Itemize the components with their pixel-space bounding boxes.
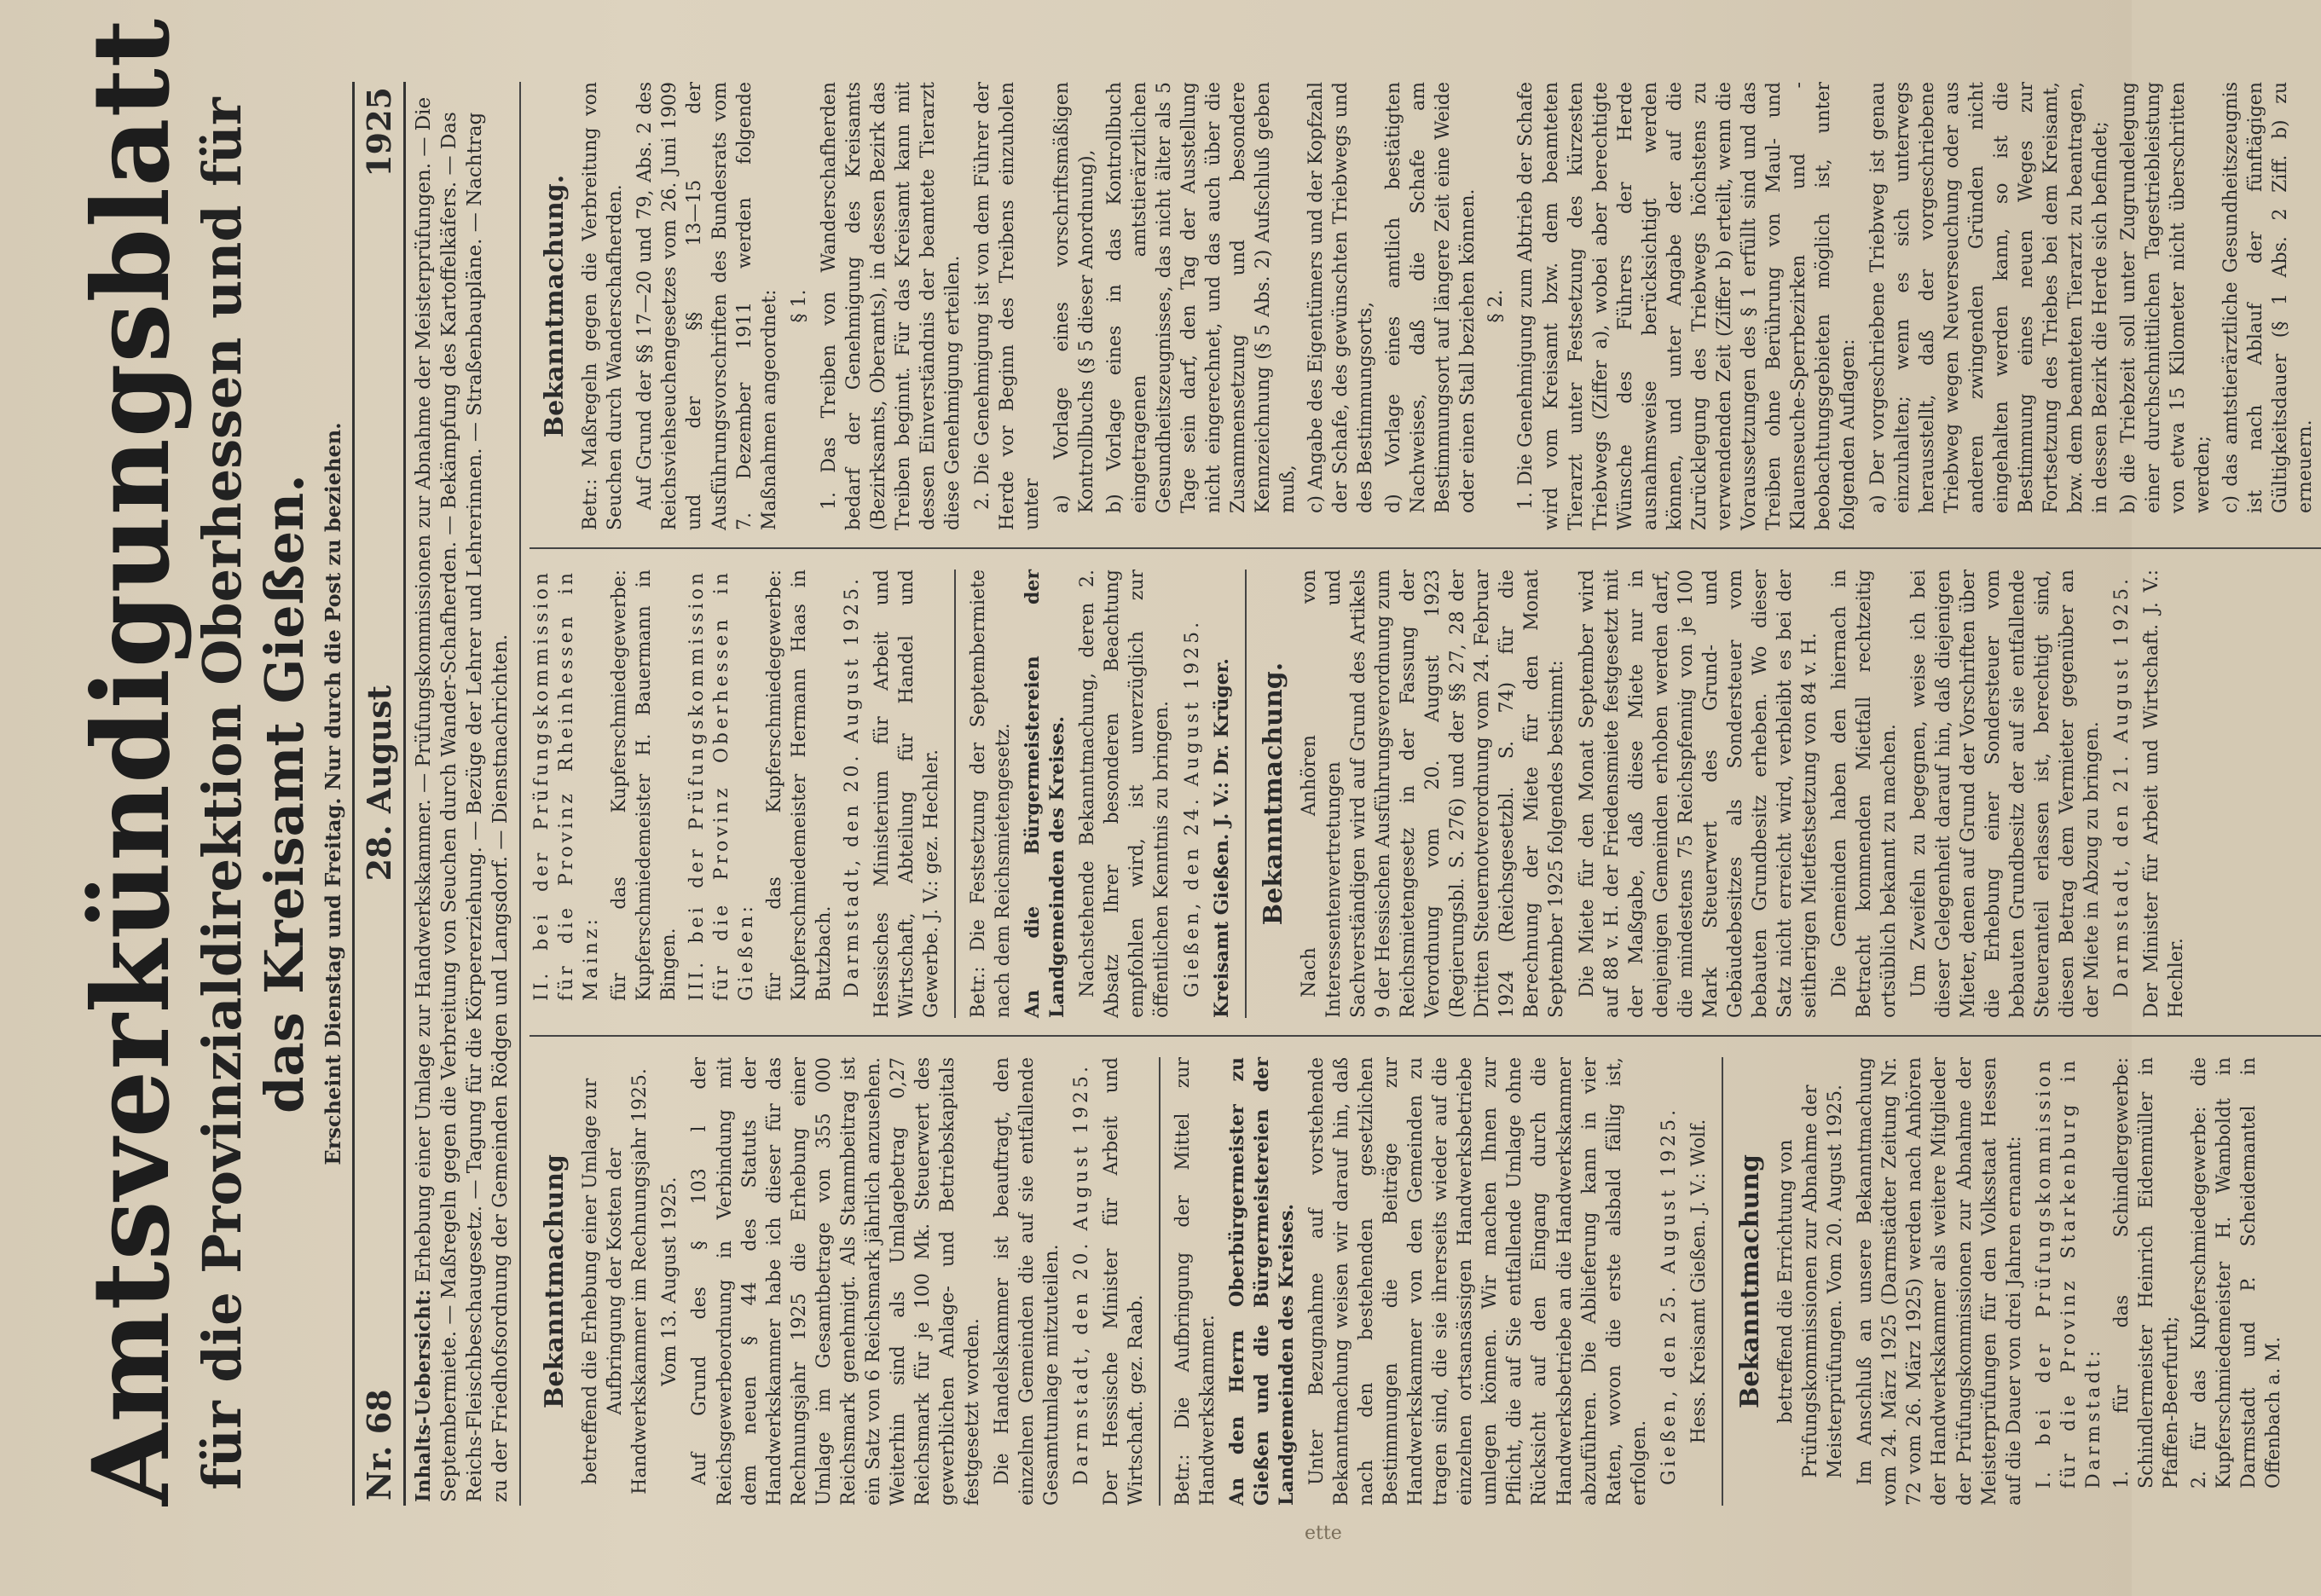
column-2 [530,570,2321,1037]
list-item: c) Angabe des Eigentümers und der Kopfzahl der Schafe, des gewünschten Triebwegs und des Bestimmungsorts, [1305,82,1377,513]
toc-label: Inhalts-Uebersicht: [412,1288,436,1502]
article-paragraph: Auf Grund des § 103 l der Reichsgewerbeordnung in Verbindung mit dem neuen § 44 des Statuts der Handwerkskammer habe ich dieser für das Rechnungsjahr 1925 die Erhebung einer Umlage im Gesamtbetrage von 355 000 Reichsmark genehmigt. Als Stammbeitrag ist ein Satz von 6 Reichsmark jährlich anzusehen. Weiterhin sind als Umlagebetrag 0,27 Reichsmark für je 100 Mk. Steuerwert des gewerblichen Anlage- und Betriebskapitals festgesetzt worden. [689,1057,983,1506]
list-item: für das Kupferschmiedegewerbe: Kupferschmiedemeister H. Bauermann in Bingen. [608,570,680,1001]
divider [1159,1057,1160,1506]
list-item: a) Vorlage eines vorschriftsmäßigen Kontrollbuchs (§ 5 dieser Anordnung), [1051,82,1097,513]
article-subject: Betr.: Maßregeln gegen die Verbreitung von Seuchen durch Wanderschafherden. [580,82,627,530]
article-place-date: Gießen, den 24. August 1925. [1181,618,1203,998]
table-of-contents [406,82,521,1506]
article-paragraph: Unter Bezugnahme auf vorstehende Bekanntmachung weisen wir darauf hin, daß nach den bestehenden gesetzlichen Bestimmungen die Beiträge zur Handwerkskammer von den Gemeinden zu tragen sind, die sie ihrerseits wieder auf die einzelnen ortsansässigen Handwerksbetriebe umlegen können. Wir machen Ihnen zur Pflicht, die auf Sie entfallende Umlage ohne Rücksicht auf den Eingang durch die Handwerksbetriebe an die Handwerkskammer abzuführen. Die Ablieferung kann in vier Raten, wovon die erste alsbald fällig ist, erfolgen. [1306,1057,1650,1506]
issue-bar [352,82,406,1506]
article-paragraph: Die Miete für den Monat September wird auf 88 v. H. der Friedensmiete festgesetzt mit der Maßgabe, daß diese Miete nur in denjenigen Gemeinden erhoben werden darf, die mindestens 75 Reichspfennig von je 100 Mark Steuerwert des Grund- und Gebäudebesitzes als Sondersteuer vom bebauten Grundbesitz erheben. Wo dieser Satz nicht erreicht wird, verbleibt es bei der seitherigen Mietfestsetzung von 84 v. H. [1576,570,1820,1018]
article-heading: Bekanntmachung [539,1154,570,1409]
list-item: I. bei der Prüfungskommission für die Provinz Starkenburg in Darmstadt: [2033,1057,2104,1489]
article-signature: Hessisches Ministerium für Arbeit und Wirtschaft, Abteilung für Handel und Gewerbe. J. V.: gez. Hechler. [871,570,943,1018]
column-3 [530,82,2321,549]
article-place-date: Gießen, den 25. August 1925. [1658,1106,1680,1485]
list-item: II. bei der Prüfungskommission für die Provinz Rheinhessen in Mainz: [530,570,602,1001]
article-signature: Kreisamt Gießen. J. V.: Dr. Krüger. [1210,658,1233,1018]
list-item: III. bei der Prüfungskommission für die Provinz Oberhessen in Gießen: [686,570,757,1001]
article-paragraph: Im Anschluß an unsere Bekanntmachung vom 24. März 1925 (Darmstädter Zeitung Nr. 72 vom 26. März 1925) werden nach Anhören der Handwerkskammer als weitere Mitglieder der Prüfungskommissionen zur Abnahme der Meisterprüfungen für den Volksstaat Hessen auf die Dauer von drei Jahren ernannt: [1855,1057,2025,1506]
article-paragraph: Nach Anhören von Interessentenvertretungen und Sachverständigen wird auf Grund des Artikels 9 der Hessischen Ausführungsverordnung zum Reichsmietengesetz in der Fassung der Verordnung vom 20. August 1923 (Regierungsbl. S. 276) und der §§ 27, 28 der Dritten Steuernotverordnung vom 24. Februar 1924 (Reichsgesetzbl. S. 74) für die Berechnung der Miete für den Monat September 1925 folgendes bestimmt: [1299,570,1568,1018]
newspaper-sheet [34,17,2317,1565]
article-date: Vom 13. August 1925. [659,1177,681,1386]
list-item: a) Der vorgeschriebene Triebweg ist genau einzuhalten; wenn es sich unterwegs herausstellt, daß der vorgeschriebene Triebweg wegen Neuverseuchung oder aus anderen zwingenden Gründen nicht eingehalten werden kann, so ist die Bestimmung eines neuen Weges zur Fortsetzung des Triebes bei dem Kreisamt, bzw. dem beamteten Tierarzt zu beantragen, in dessen Bezirk die Herde sich befindet; [1867,82,2112,513]
list-item: b) die Triebzeit soll unter Zugrundelegung einer durchschnittlichen Tagestriebleistung von etwa 15 Kilometer nicht überschritten werden; [2118,82,2214,513]
article-signature: Hess. Kreisamt Gießen. J. V.: Wolf. [1687,1119,1710,1444]
masthead-subtitle: für die Provinzialdirektion Oberhessen und für das Kreisamt Gießen. [191,97,316,1490]
column-1 [530,1057,2321,1506]
article-place-date: Darmstadt, den 21. August 1925. [2111,575,2133,998]
article-paragraph: Nachstehende Bekanntmachung, deren 2. Absatz Ihrer besonderen Beachtung empfohlen wird, ist unverzüglich zur öffentlichen Kenntnis zu bringen. [1077,570,1173,1018]
article-intro: betreffend die Errichtung von Prüfungskommissionen zur Abnahme der Meisterprüfungen. Vom 20. August 1925. [1775,1084,1847,1479]
list-item: b) Vorlage eines in das Kontrollbuch eingetragenen amtstierärztlichen Gesundheitszeugnisses, das nicht älter als 5 Tage sein darf, den Tag der Ausstellung nicht eingerechnet, und das auch über die Zusammensetzung und besondere Kennzeichnung (§ 5 Abs. 2) Aufschluß geben muß, [1103,82,1299,513]
article-addressee: An die Bürgermeistereien der Landgemeinden des Kreises. [1022,570,1069,1018]
article-place-date: Darmstadt, den 20. August 1925. [842,575,864,998]
article-paragraph: Die Handelskammer ist beauftragt, den einzelnen Gemeinden die auf sie entfallende Gesamtumlage mitzuteilen. [991,1057,1062,1506]
article-signature: Der Minister für Arbeit und Wirtschaft. J. V.: Hechler. [2141,570,2188,1018]
list-item: d) Vorlage eines amtlich bestätigten Nachweises, daß die Schafe am Bestimmungsort auf längere Zeit eine Weide oder einen Stall beziehen können. [1383,82,1479,513]
list-item: 2. für das Kupferschmiedegewerbe: die Kupferschmiedemeister H. Wamboldt in Darmstadt und P. Scheidemantel in Offenbach a. M. [2188,1057,2284,1489]
list-item: für das Kupferschmiedegewerbe: Kupferschmiedemeister Hermann Haas in Butzbach. [764,570,836,1001]
article-addressee: An den Herrn Oberbürgermeister zu Gießen und die Bürgermeistereien der Landgemeinden des Kreises. [1226,1057,1299,1506]
section-mark: § 1. [788,289,810,323]
issue-number: Nr. 68 [360,1389,399,1501]
binding-mark: ette [1305,1523,1342,1544]
article-intro: betreffend die Erhebung einer Umlage zur Aufbringung der Kosten der Handwerkskammer im Rechnungsjahr 1925. [580,1068,651,1495]
article-paragraph: Um Zweifeln zu begegnen, weise ich bei dieser Gelegenheit darauf hin, daß diejenigen Mieter, denen auf Grund der Vorschriften über die Erhebung einer Sondersteuer vom bebauten Grundbesitz der auf sie entfallende Steueranteil erlassen ist, berechtigt sind, diesen Betrag dem Vermieter gegenüber an der Miete in Abzug zu bringen. [1907,570,2104,1018]
article-paragraph: 1. Die Genehmigung zum Abtrieb der Schafe wird vom Kreisamt bzw. dem beamteten Tierarzt unter Festsetzung des kürzesten Triebwegs (Ziffer a), wobei aber berechtigte Wünsche des Führers der Herde ausnahmsweise berücksichtigt werden können, und unter Angabe der auf die Zurücklegung des Triebwegs höchstens zu verwendenden Zeit (Ziffer b) erteilt, wenn die Voraussetzungen des § 1 erfüllt sind und das Treiben ohne Berührung von Maul- und Klauenseuche-Sperrbezirken und -beobachtungsgebieten möglich ist, unter folgenden Auflagen: [1515,82,1859,530]
article-paragraph: Die Gemeinden haben den hiernach in Betracht kommenden Mietfall rechtzeitig ortsüblich bekannt zu machen. [1828,570,1900,1018]
article-place-date: Darmstadt, den 20. August 1925. [1070,1063,1092,1485]
article-heading: Bekanntmachung. [539,174,570,438]
article-heading: Bekanntmachung [1734,1154,1765,1409]
article-signature: Der Hessische Minister für Arbeit und Wirtschaft. gez. Raab. [1100,1057,1147,1506]
divider [954,570,956,1018]
list-item: 1. für das Schindlergewerbe: Schindlermeister Heinrich Eidenmüller in Pfaffen-Beerfurth; [2110,1057,2182,1489]
toc-text: Erhebung einer Umlage zur Handwerkskammer. — Prüfungskommissionen zur Abnahme der Meisterprüfungen. — Die Septembermiete. — Maßregeln gegen die Verbreitung von Seuchen durch Wander-Schafherden. — Bekämpfung des Kartoffelkäfers. — Das Reichs-Fleischbeschaugesetz. — Tagung für die Körpererziehung. — Bezüge der Lehrer und Lehrerinnen. — Straßenbaupläne. — Nachtrag zu der Friedhofsordnung der Gemeinden Rödgen und Langsdorf. — Dienstnachrichten. [413,96,512,1502]
masthead-title: Amtsverkündigungsblatt [70,17,194,1506]
list-item: c) das amtstierärztliche Gesundheitszeugnis ist nach Ablauf der fünftägigen Gültigkeitsdauer (§ 1 Abs. 2 Ziff. b) zu erneuern. [2220,82,2317,513]
article-paragraph: 1. Das Treiben von Wanderschafherden bedarf der Genehmigung des Kreisamts (Bezirksamts, Oberamts), in dessen Bezirk das Treiben beginnt. Für das Kreisamt kann mit dessen Einverständnis der beamtete Tierarzt diese Genehmigung erteilen. [818,82,964,530]
issue-year: 1925 [360,87,399,177]
article-paragraph: Auf Grund der §§ 17—20 und 79, Abs. 2 des Reichsviehseuchengesetzes vom 26. Juni 1909 und der §§ 13—15 der Ausführungsvorschriften des Bundesrats vom 7. Dezember 1911 werden folgende Maßnahmen angeordnet: [634,82,780,530]
article-heading: Bekanntmachung. [1258,662,1288,926]
divider [1722,1057,1723,1506]
article-subject: Betr.: Die Festsetzung der Septembermiete nach dem Reichsmietengesetz. [968,570,1015,1018]
article-columns [530,82,2321,1506]
section-mark: § 2. [1485,289,1508,323]
article-subject: Betr.: Die Aufbringung der Mittel zur Handwerkskammer. [1172,1057,1219,1506]
divider [1245,570,1247,1018]
article-paragraph: 2. Die Genehmigung ist von dem Führer der Herde vor Beginn des Treibens einzuholen unter [971,82,1043,530]
masthead-note: Erscheint Dienstag und Freitag. Nur durch die Post zu beziehen. [321,422,346,1165]
issue-date: 28. August [360,685,399,882]
